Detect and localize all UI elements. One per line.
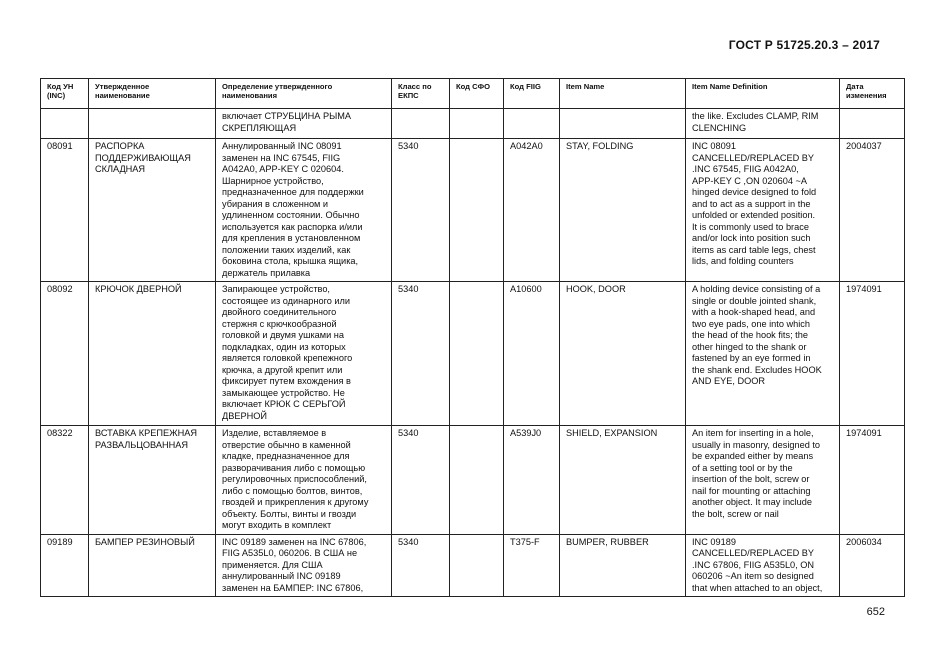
cell-date: 2006034 [840,534,905,597]
cell-item-name: BUMPER, RUBBER [560,534,686,597]
cell-fiig: A042A0 [504,139,560,282]
col-header-item-definition: Item Name Definition [686,79,840,109]
cell-definition: Изделие, вставляемое в отверстие обычно в каменной кладке, предназначенное для разворачивания либо с помощью регулировочных приспособлений, либо с помощью болтов, винтов, гвоздей и прикрепления к другому объекту. Болты, винты и гвозди могут входить в комплект [216,426,392,535]
cell-sfo [450,534,504,597]
col-header-class: Класс по ЕКПС [392,79,450,109]
cell-date: 2004037 [840,139,905,282]
cell-approved-name: ВСТАВКА КРЕПЕЖНАЯ РАЗВАЛЬЦОВАННАЯ [89,426,216,535]
cell-item-definition: the like. Excludes CLAMP, RIM CLENCHING [686,109,840,139]
cell-item-definition: An item for inserting in a hole, usually in masonry, designed to be expanded either by means of a setting tool or by the insertion of the bolt, screw or nail for mounting or attaching another object. It may include the bolt, screw or nail [686,426,840,535]
document-header: ГОСТ Р 51725.20.3 – 2017 [728,38,880,52]
cell-empty [392,109,450,139]
col-header-inc: Код УН (INC) [41,79,89,109]
cell-approved-name: КРЮЧОК ДВЕРНОЙ [89,282,216,426]
cell-empty [504,109,560,139]
cell-class: 5340 [392,426,450,535]
cell-empty [840,109,905,139]
cell-fiig: T375-F [504,534,560,597]
table-header-row [41,79,905,109]
cell-sfo [450,426,504,535]
col-header-sfo: Код СФО [450,79,504,109]
cell-fiig: A539J0 [504,426,560,535]
table-row [41,139,905,282]
cell-definition: Аннулированный INC 08091 заменен на INC 67545, FIIG A042A0, APP-KEY C 020604. Шарнирное устройство, предназначенное для поддержки убирания в сложенном и удлиненном состоянии. Обычно используется как распорка и/или для крепления в установленном положении таких изделий, как боковина стола, крышка ящика, держатель прилавка [216,139,392,282]
cell-empty [41,109,89,139]
table-row [41,426,905,535]
cell-empty [450,109,504,139]
cell-fiig: A10600 [504,282,560,426]
cell-class: 5340 [392,534,450,597]
cell-sfo [450,139,504,282]
cell-empty [560,109,686,139]
col-header-fiig: Код FIIG [504,79,560,109]
nomenclature-table [40,78,905,597]
cell-definition: Запирающее устройство, состоящее из одинарного или двойного соединительного стержня с крючкообразной головкой и двумя ушками на подкладках, один из которых является головкой крепежного крючка, а другой крепит или фиксирует путем вхождения в замыкающее устройство. Не включает КРЮК С СЕРЬГОЙ ДВЕРНОЙ [216,282,392,426]
table-row [41,282,905,426]
cell-date: 1974091 [840,426,905,535]
cell-definition: включает СТРУБЦИНА РЫМА СКРЕПЛЯЮЩАЯ [216,109,392,139]
cell-item-definition: INC 09189 CANCELLED/REPLACED BY .INC 67806, FIIG A535L0, ON 060206 ~An item so designed that when attached to an object, [686,534,840,597]
cell-approved-name: РАСПОРКА ПОДДЕРЖИВАЮЩАЯ СКЛАДНАЯ [89,139,216,282]
continuation-row [41,109,905,139]
cell-item-name: HOOK, DOOR [560,282,686,426]
cell-inc: 08092 [41,282,89,426]
page-number: 652 [866,606,885,618]
cell-empty [89,109,216,139]
cell-definition: INC 09189 заменен на INC 67806, FIIG A535L0, 060206. В США не применяется. Для США аннулированный INC 09189 заменен на БАМПЕР: INC 67806, [216,534,392,597]
cell-inc: 08091 [41,139,89,282]
cell-class: 5340 [392,139,450,282]
cell-date: 1974091 [840,282,905,426]
table-row [41,534,905,597]
cell-item-name: STAY, FOLDING [560,139,686,282]
col-header-date: Дата изменения [840,79,905,109]
cell-inc: 09189 [41,534,89,597]
cell-approved-name: БАМПЕР РЕЗИНОВЫЙ [89,534,216,597]
cell-inc: 08322 [41,426,89,535]
col-header-approved-name: Утвержденное наименование [89,79,216,109]
cell-item-definition: INC 08091 CANCELLED/REPLACED BY .INC 67545, FIIG A042A0, APP-KEY C ,ON 020604 ~A hinged device designed to fold and to act as a support in the unfolded or extended position. It is commonly used to brace and/or lock into position such items as card table legs, chest lids, and folding counters [686,139,840,282]
cell-item-definition: A holding device consisting of a single or double jointed shank, with a hook-shaped head, and two eye pads, one into which the head of the hook fits; the other hinged to the shank or fastened by an eye formed in the shank end. Excludes HOOK AND EYE, DOOR [686,282,840,426]
cell-item-name: SHIELD, EXPANSION [560,426,686,535]
col-header-definition: Определение утвержденного наименования [216,79,392,109]
col-header-item-name: Item Name [560,79,686,109]
cell-sfo [450,282,504,426]
cell-class: 5340 [392,282,450,426]
